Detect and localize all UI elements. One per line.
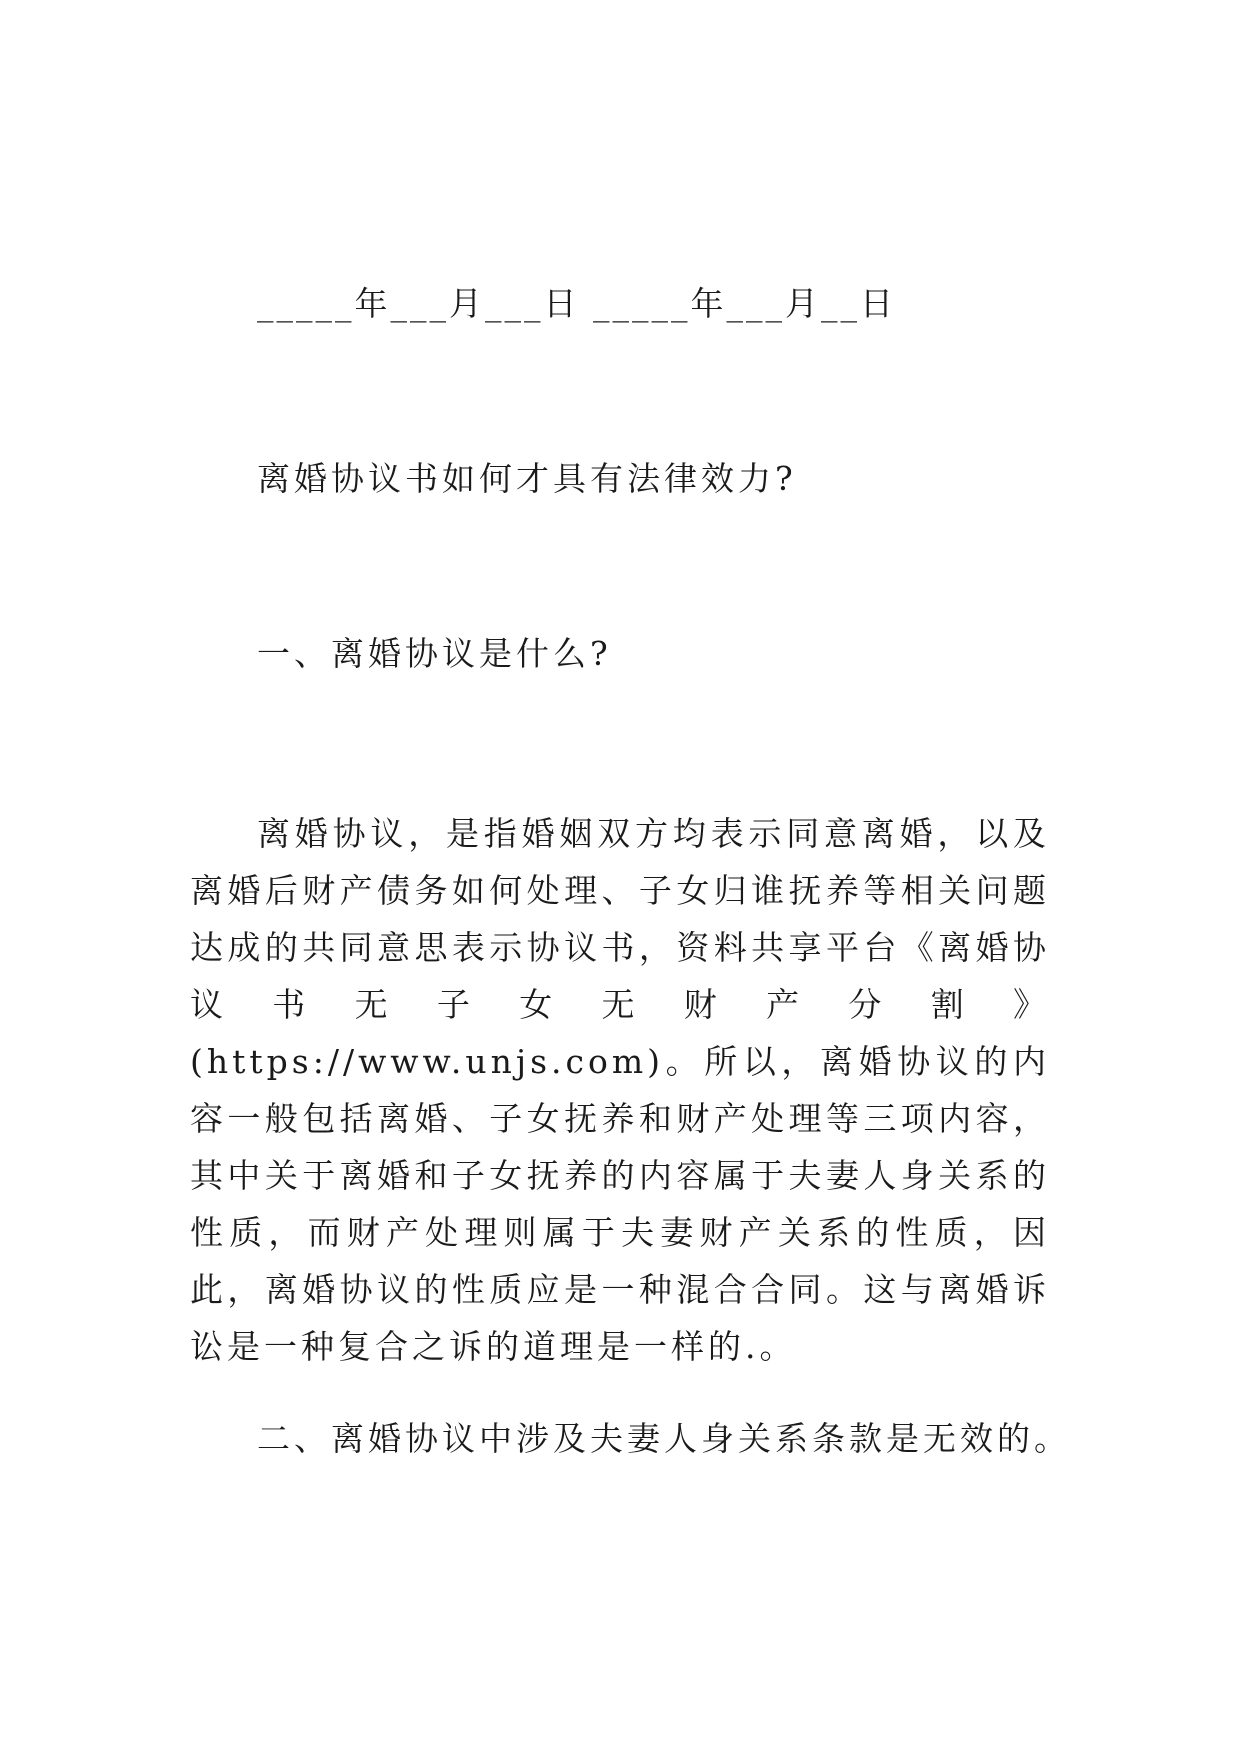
section-2-heading: 二、离婚协议中涉及夫妻人身关系条款是无效的。 [257,1419,1071,1458]
section-1-heading: 一、离婚协议是什么? [257,634,612,673]
date-signature-line: _____年___月___日 _____年___月__日 [257,284,896,323]
section-1-paragraph: 离婚协议，是指婚姻双方均表示同意离婚，以及离婚后财产债务如何处理、子女归谁抚养等相关问题达成的共同意思表示协议书，资料共享平台《离婚协议书无子女无财产分割》(https://www.unjs.com)。所以，离婚协议的内容一般包括离婚、子女抚养和财产处理等三项内容，其中关于离婚和子女抚养的内容属于夫妻人身关系的性质，而财产处理则属于夫妻财产关系的性质，因此，离婚协议的性质应是一种混合合同。这与离婚诉讼是一种复合之诉的道理是一样的.。 [190,814,1050,1366]
document-title: 离婚协议书如何才具有法律效力? [257,459,797,498]
